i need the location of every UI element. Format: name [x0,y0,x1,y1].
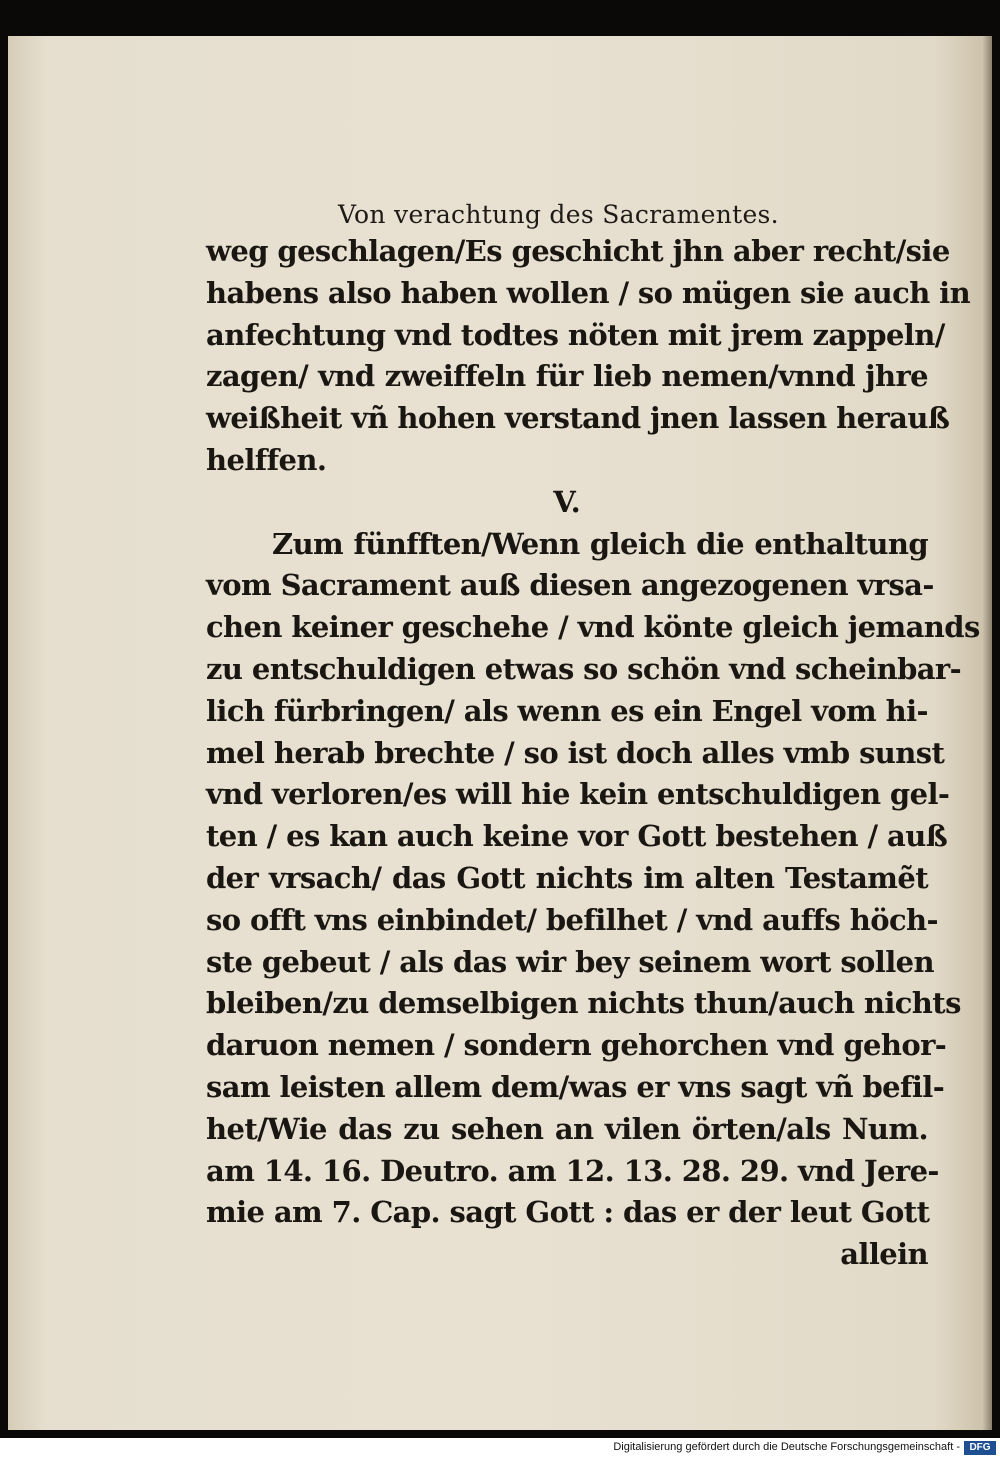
text-line: Zum fünfften/Wenn gleich die enthaltung [272,526,928,561]
footer-credit: Digitalisierung gefördert durch die Deutsche Forschungsgemeinschaft - [613,1441,960,1453]
text-line: mel herab brechte / so ist doch alles vmb sunst [206,735,945,770]
text-line: so offt vns einbindet/ befilhet / vnd auffs höch- [206,902,938,937]
text-line: ste gebeut / als das wir bey seinem wort sollen [206,944,934,979]
text-line: bleiben/zu demselbigen nichts thun/auch nichts [206,986,961,1021]
page-edge [982,36,992,1430]
text-line: het/Wie das zu sehen an vilen örten/als Num. [206,1111,928,1146]
text-line: helffen. [206,442,327,477]
text-line: zu entschuldigen etwas so schön vnd scheinbar- [206,651,962,686]
text-line: lich fürbringen/ als wenn es ein Engel vom hi- [206,693,928,728]
text-line: zagen/ vnd zweiffeln für lieb nemen/vnnd jhre [206,359,928,394]
dfg-logo: DFG [964,1441,996,1455]
text-line: mie am 7. Cap. sagt Gott : das er der leut Gott [206,1195,930,1230]
section-number: V. [553,484,581,519]
text-line: der vrsach/ das Gott nichts im alten Testamẽt [206,860,928,895]
text-block [206,231,980,1276]
text-line: weg geschlagen/Es geschicht jhn aber recht/sie [206,234,950,268]
text-line: anfechtung vnd todtes nöten mit jrem zappeln/ [206,317,945,352]
text-line: habens also haben wollen / so mügen sie auch in [206,275,971,310]
text-line: weißheit vñ hohen verstand jnen lassen herauß [206,401,950,436]
text-line: sam leisten allem dem/was er vns sagt vñ befil- [206,1069,945,1104]
catchword: allein [840,1237,928,1272]
footer-bar [0,1438,1000,1459]
text-line: vom Sacrament auß diesen angezogenen vrsa- [206,568,934,603]
scanned-page [8,36,992,1430]
running-header: Von verachtung des Sacramentes. [338,200,779,229]
text-line: chen keiner geschehe / vnd könte gleich jemands [206,610,980,645]
text-line: ten / es kan auch keine vor Gott bestehen / auß [206,819,948,854]
text-line: daruon nemen / sondern gehorchen vnd gehor- [206,1028,947,1063]
text-line: vnd verloren/es will hie kein entschuldigen gel- [206,777,950,812]
text-line: am 14. 16. Deutro. am 12. 13. 28. 29. vnd Jere- [206,1153,939,1188]
